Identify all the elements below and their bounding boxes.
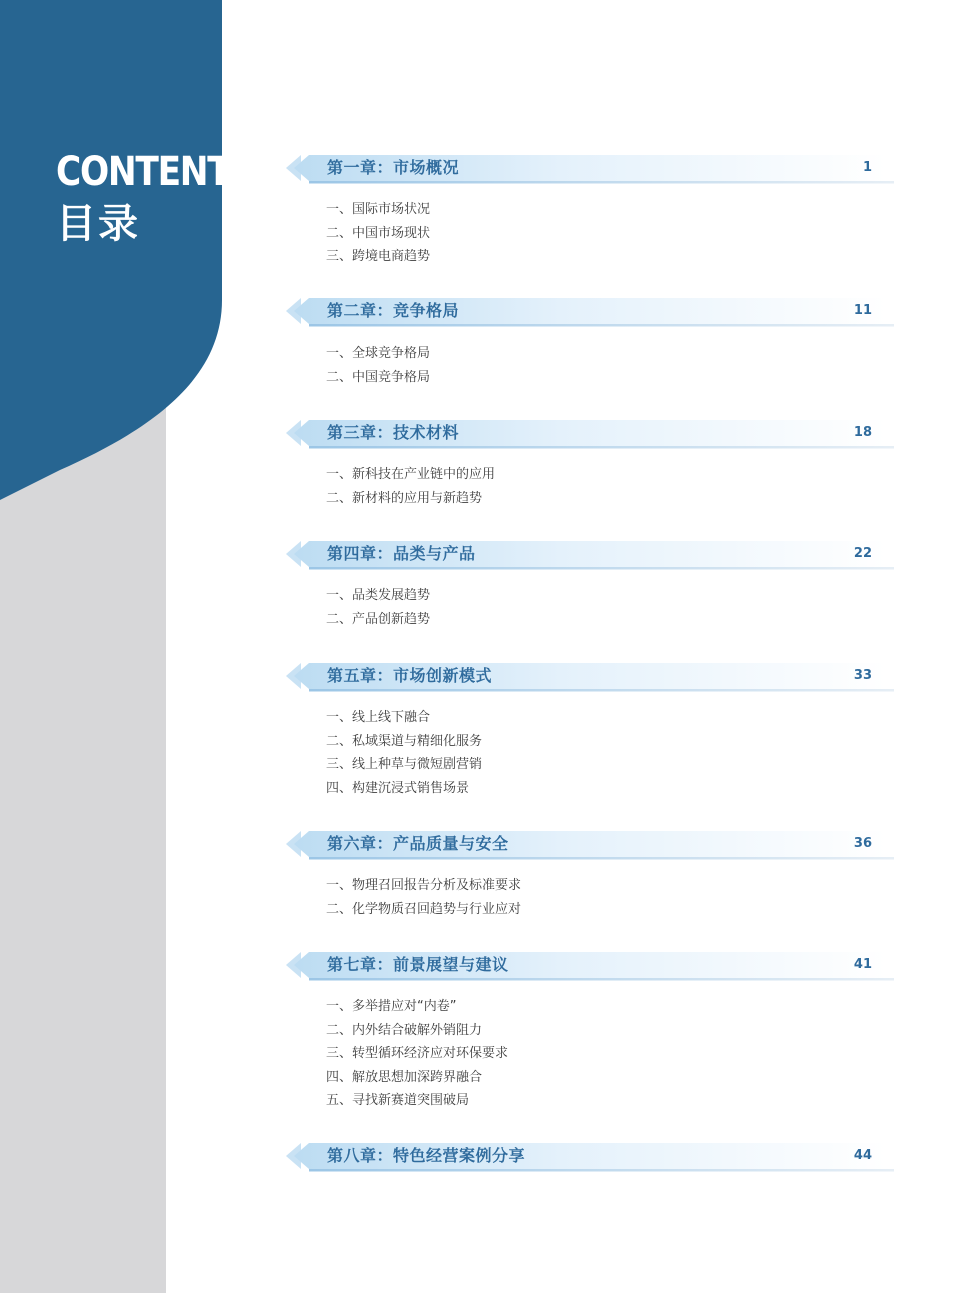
blue-cover-panel	[0, 0, 230, 510]
chapter-page-number: 44	[853, 1148, 872, 1163]
section-item[interactable]: 一、线上线下融合	[326, 710, 431, 725]
chapter-6-sections	[326, 874, 521, 921]
contents-heading: CONTENTS	[56, 149, 253, 195]
section-item[interactable]: 二、中国市场现状	[326, 225, 431, 241]
chapter-title: 第六章：产品质量与安全	[327, 834, 509, 853]
section-item[interactable]: 一、国际市场状况	[326, 202, 431, 217]
chapter-1-sections	[326, 198, 430, 269]
chapter-page-number: 22	[853, 546, 872, 561]
section-item[interactable]: 三、线上种草与微短剧营销	[326, 757, 483, 772]
chapter-5[interactable]	[286, 661, 894, 693]
chapter-page-number: 18	[853, 425, 872, 440]
chapter-page-number: 1	[862, 160, 872, 175]
section-item[interactable]: 四、构建沉浸式销售场景	[326, 780, 470, 796]
section-item[interactable]: 四、解放思想加深跨界融合	[326, 1069, 483, 1085]
chapter-8[interactable]	[286, 1141, 894, 1173]
chapter-3-sections	[326, 463, 495, 510]
chapter-6[interactable]	[286, 829, 894, 861]
chapter-page-number: 33	[853, 668, 872, 683]
section-item[interactable]: 一、多举措应对“内卷”	[326, 999, 457, 1014]
section-item[interactable]: 二、私域渠道与精细化服务	[326, 733, 483, 749]
chapter-title: 第四章：品类与产品	[327, 544, 476, 563]
chapter-2-sections	[326, 342, 430, 389]
section-item[interactable]: 三、跨境电商趋势	[326, 249, 431, 264]
chapter-4[interactable]	[286, 539, 894, 571]
section-item[interactable]: 五、寻找新赛道突围破局	[326, 1093, 470, 1108]
section-item[interactable]: 一、全球竞争格局	[326, 346, 431, 361]
chapter-page-number: 41	[853, 957, 872, 972]
chapter-3[interactable]	[286, 418, 894, 450]
section-item[interactable]: 三、转型循环经济应对环保要求	[326, 1046, 509, 1061]
chapter-7-sections	[326, 995, 508, 1113]
cover-title	[56, 150, 285, 250]
section-item[interactable]: 二、中国竞争格局	[326, 369, 431, 385]
chapter-2[interactable]	[286, 296, 894, 328]
chapter-title: 第二章：竞争格局	[327, 301, 460, 320]
section-item[interactable]: 二、内外结合破解外销阻力	[326, 1022, 483, 1038]
chapter-page-number: 36	[853, 836, 872, 851]
section-item[interactable]: 一、物理召回报告分析及标准要求	[326, 878, 522, 893]
chapter-7[interactable]	[286, 950, 894, 982]
chapter-title: 第八章：特色经营案例分享	[327, 1146, 526, 1165]
section-item[interactable]: 一、新科技在产业链中的应用	[326, 467, 496, 482]
section-item[interactable]: 二、化学物质召回趋势与行业应对	[326, 901, 522, 917]
chapter-1[interactable]	[286, 153, 894, 185]
chapter-title: 第七章：前景展望与建议	[327, 955, 509, 974]
chapter-5-sections	[326, 706, 482, 800]
toc-heading: 目录	[56, 201, 140, 247]
chapter-4-sections	[326, 584, 430, 631]
section-item[interactable]: 二、产品创新趋势	[326, 611, 431, 627]
chapter-title: 第三章：技术材料	[327, 423, 460, 442]
section-item[interactable]: 一、品类发展趋势	[326, 588, 431, 603]
chapter-title: 第一章：市场概况	[327, 158, 460, 177]
chapter-title: 第五章：市场创新模式	[327, 666, 493, 685]
chapter-page-number: 11	[853, 303, 872, 318]
section-item[interactable]: 二、新材料的应用与新趋势	[326, 490, 483, 506]
